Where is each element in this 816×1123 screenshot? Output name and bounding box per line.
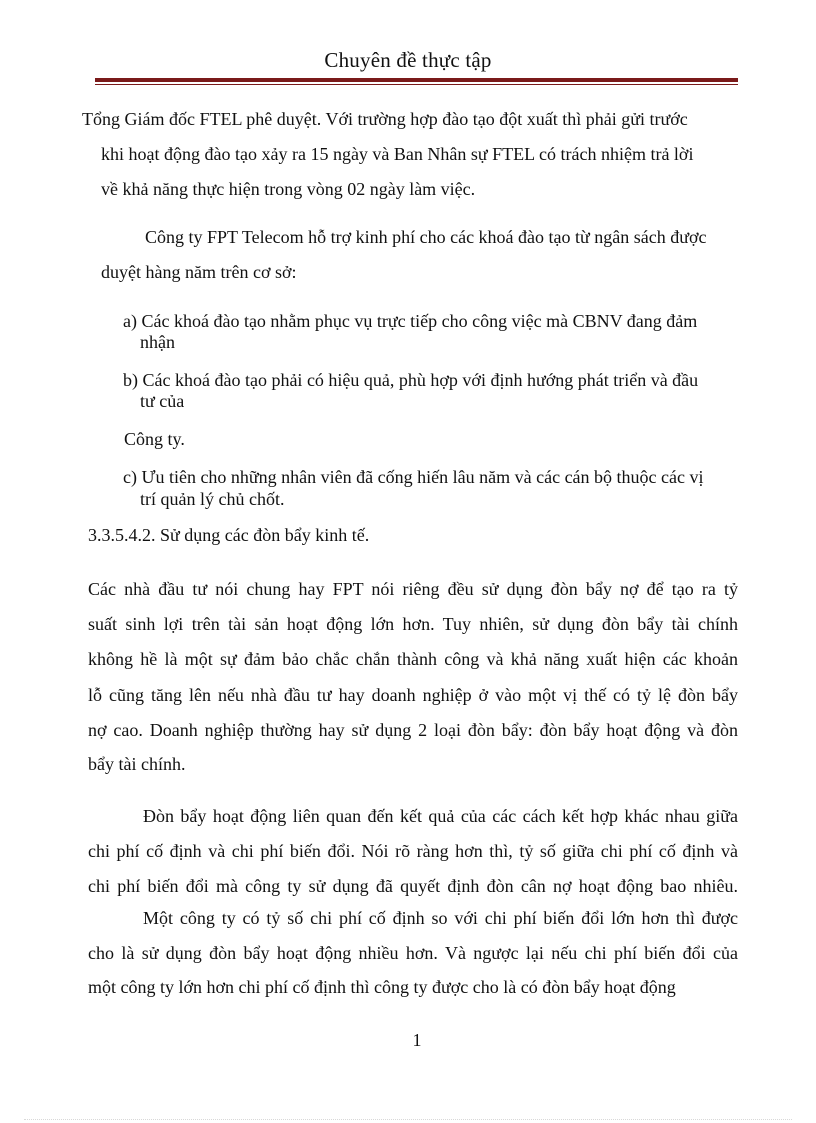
list-item-a: a) Các khoá đào tạo nhằm phục vụ trực tiếp cho công việc mà CBNV đang đảm: [123, 311, 698, 331]
text-line: Các nhà đầu tư nói chung hay FPT nói riêng đều sử dụng đòn bẩy nợ để tạo ra tỷ: [88, 579, 738, 599]
text-line: bẩy tài chính.: [88, 754, 186, 774]
list-item-b-continuation: tư của: [140, 391, 185, 411]
text-line: khi hoạt động đào tạo xảy ra 15 ngày và Ban Nhân sự FTEL có trách nhiệm trả lời: [101, 144, 694, 164]
text-line: Tổng Giám đốc FTEL phê duyệt. Với trường hợp đào tạo đột xuất thì phải gửi trước: [82, 109, 688, 129]
text-line: nợ cao. Doanh nghiệp thường hay sử dụng 2 loại đòn bẩy: đòn bẩy hoạt động và đòn: [88, 720, 738, 740]
text-line: một công ty lớn hơn chi phí cố định thì công ty được cho là có đòn bẩy hoạt động: [88, 977, 676, 997]
list-item-a-continuation: nhận: [140, 332, 175, 352]
list-item-b-continuation: Công ty.: [124, 429, 185, 449]
list-item-c: c) Ưu tiên cho những nhân viên đã cống hiến lâu năm và các cán bộ thuộc các vị: [123, 467, 704, 487]
text-line: không hề là một sự đảm bảo chắc chắn thành công và khả năng xuất hiện các khoản: [88, 649, 738, 669]
text-line: lỗ cũng tăng lên nếu nhà đầu tư hay doanh nghiệp ở vào một vị thế có tỷ lệ đòn bẩy: [88, 685, 738, 705]
text-line: Công ty FPT Telecom hỗ trợ kinh phí cho các khoá đào tạo từ ngân sách được: [145, 227, 707, 247]
text-line: cho là sử dụng đòn bẩy hoạt động nhiều hơn. Và ngược lại nếu chi phí biến đổi của: [88, 943, 738, 963]
text-line: suất sinh lợi trên tài sản hoạt động lớn hơn. Tuy nhiên, sử dụng đòn bẩy tài chính: [88, 614, 738, 634]
text-line: chi phí biến đổi mà công ty sử dụng đã quyết định đòn cân nợ hoạt động bao nhiêu.: [88, 876, 738, 896]
text-line: duyệt hàng năm trên cơ sở:: [101, 262, 297, 282]
section-heading: 3.3.5.4.2. Sử dụng các đòn bẩy kinh tế.: [88, 525, 370, 545]
list-item-c-continuation: trí quản lý chủ chốt.: [140, 489, 285, 509]
header-divider-thick: [95, 78, 738, 82]
text-line: Đòn bẩy hoạt động liên quan đến kết quả của các cách kết hợp khác nhau giữa: [143, 806, 738, 826]
page-title: Chuyên đề thực tập: [324, 48, 492, 72]
page-bottom-divider: [24, 1119, 792, 1120]
text-line: Một công ty có tỷ số chi phí cố định so với chi phí biến đổi lớn hơn thì được: [143, 908, 738, 928]
text-line: về khả năng thực hiện trong vòng 02 ngày làm việc.: [101, 179, 476, 199]
text-line: chi phí cố định và chi phí biến đổi. Nói rõ ràng hơn thì, tỷ số giữa chi phí cố định và: [88, 841, 738, 861]
list-item-b: b) Các khoá đào tạo phải có hiệu quả, phù hợp với định hướng phát triển và đầu: [123, 370, 699, 390]
header-divider-thin: [95, 84, 738, 85]
page-number: 1: [412, 1030, 422, 1050]
